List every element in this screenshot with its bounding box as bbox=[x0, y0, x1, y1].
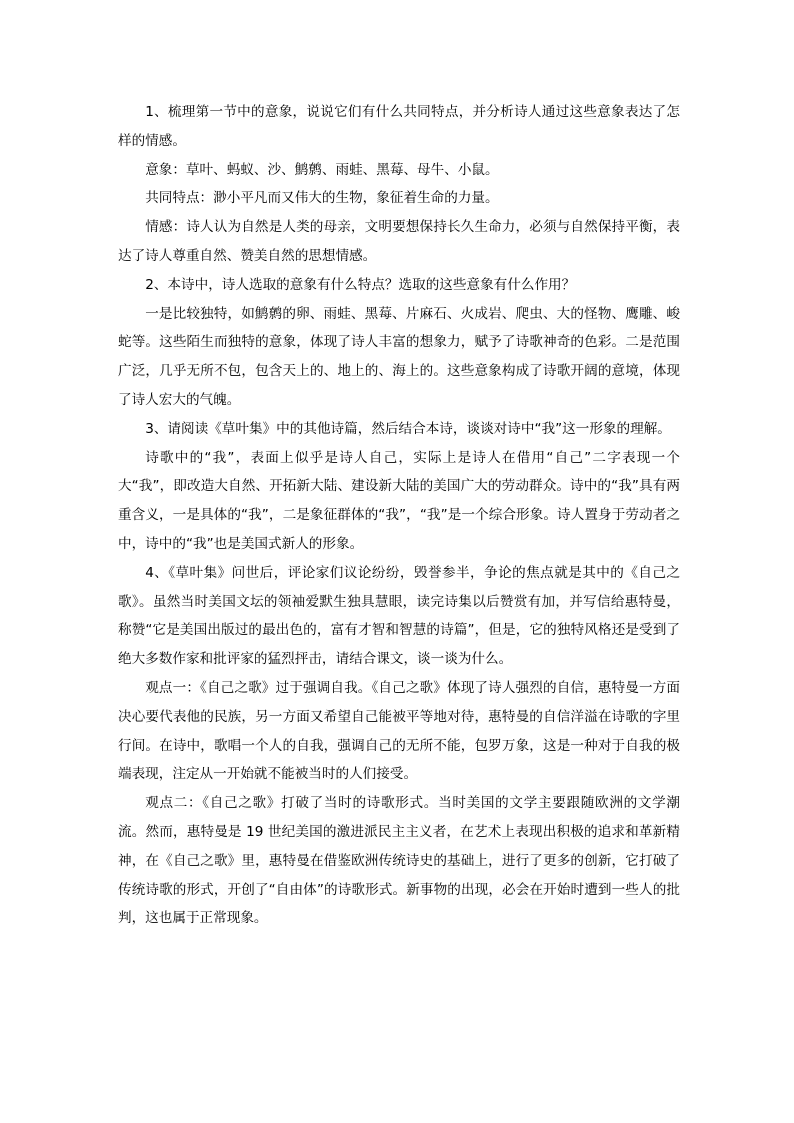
answer-2: 一是比较独特，如鹪鹩的卵、雨蛙、黑莓、片麻石、火成岩、爬虫、大的怪物、鹰雕、峻蛇等。这些陌生而独特的意象，体现了诗人丰富的想象力，赋予了诗歌神奇的色彩。二是范围广泛，几乎无所不包，包含天上的、地上的、海上的。这些意象构成了诗歌开阔的意境，体现了诗人宏大的气魄。 bbox=[118, 305, 680, 408]
document-page bbox=[118, 98, 680, 933]
question-4: 4、《草叶集》问世后，评论家们议论纷纷，毁誉参半，争论的焦点就是其中的《自己之歌》。虽然当时美国文坛的领袖爱默生独具慧眼，读完诗集以后赞赏有加，并写信给惠特曼，称赞“它是美国出版过的最出色的，富有才智和智慧的诗篇”，但是，它的独特风格还是受到了绝大多数作家和批评家的猛烈抨击，请结合课文，谈一谈为什么。 bbox=[118, 564, 680, 668]
question-3: 3、请阅读《草叶集》中的其他诗篇，然后结合本诗，谈谈对诗中“我”这一形象的理解。 bbox=[145, 420, 671, 437]
answer-3: 诗歌中的“我”，表面上似乎是诗人自己，实际上是诗人在借用“自己”二字表现一个大“我”，即改造大自然、开拓新大陆、建设新大陆的美国广大的劳动群众。诗中的“我”具有两重含义，一是具体的“我”，二是象征群体的“我”，“我”是一个综合形象。诗人置身于劳动者之中，诗中的“我”也是美国式新人的形象。 bbox=[118, 449, 680, 552]
question-1: 1、梳理第一节中的意象，说说它们有什么共同特点，并分析诗人通过这些意象表达了怎样的情感。 bbox=[118, 104, 680, 149]
answer-4-view-1: 观点一：《自己之歌》过于强调自我。《自己之歌》体现了诗人强烈的自信，惠特曼一方面决心要代表他的民族，另一方面又希望自己能被平等地对待，惠特曼的自信洋溢在诗歌的字里行间。在诗中，歌唱一个人的自我，强调自己的无所不能，包罗万象，这是一种对于自我的极端表现，注定从一开始就不能被当时的人们接受。 bbox=[118, 679, 680, 783]
question-2: 2、本诗中，诗人选取的意象有什么特点？选取的这些意象有什么作用？ bbox=[145, 276, 576, 293]
answer-1-common-feature: 共同特点：渺小平凡而又伟大的生物，象征着生命的力量。 bbox=[145, 190, 499, 207]
answer-1-imagery: 意象：草叶、蚂蚁、沙、鹪鹩、雨蛙、黑莓、母牛、小鼠。 bbox=[145, 161, 499, 178]
answer-1-emotion: 情感：诗人认为自然是人类的母亲，文明要想保持长久生命力，必须与自然保持平衡，表达了诗人尊重自然、赞美自然的思想情感。 bbox=[118, 219, 680, 264]
answer-4-view-2: 观点二：《自己之歌》打破了当时的诗歌形式。当时美国的文学主要跟随欧洲的文学潮流。然而，惠特曼是 19 世纪美国的激进派民主主义者，在艺术上表现出积极的追求和革新精神，在《自己之歌》里，惠特曼在借鉴欧洲传统诗史的基础上，进行了更多的创新，它打破了传统诗歌的形式，开创了“自由体”的诗歌形式。新事物的出现，必会在开始时遭到一些人的批判，这也属于正常现象。 bbox=[118, 795, 680, 927]
